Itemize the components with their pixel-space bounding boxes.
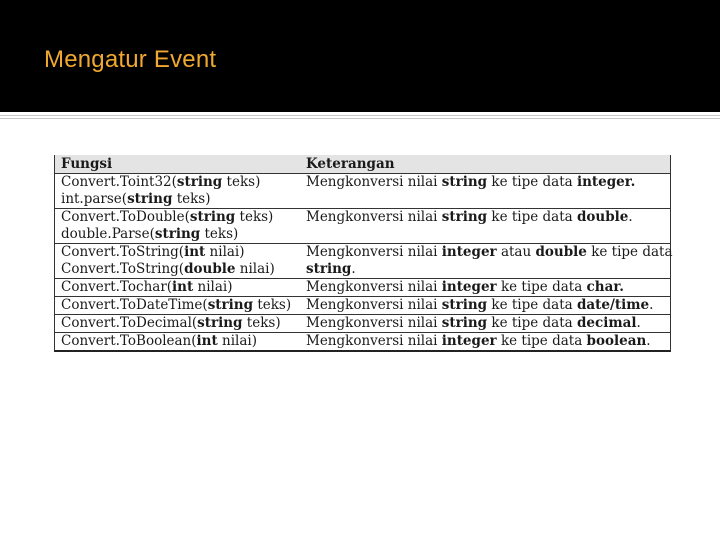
fungsi-line: Convert.Tochar(int nilai) xyxy=(61,279,233,295)
divider-line xyxy=(0,115,720,116)
header-keterangan: Keterangan xyxy=(306,156,395,172)
fungsi-cell xyxy=(55,297,300,314)
keterangan-line: Mengkonversi nilai integer ke tipe data boolean. xyxy=(306,333,651,349)
table-row xyxy=(55,314,670,332)
keterangan-cell xyxy=(300,315,670,332)
table-row xyxy=(55,296,670,314)
header-fungsi: Fungsi xyxy=(61,156,113,172)
keterangan-cell xyxy=(300,209,670,243)
keterangan-cell xyxy=(300,244,673,278)
table-row xyxy=(55,243,673,278)
divider-line xyxy=(0,118,720,119)
fungsi-line: Convert.ToBoolean(int nilai) xyxy=(61,333,257,349)
table-header-row xyxy=(55,155,670,173)
keterangan-line: Mengkonversi nilai string ke tipe data decimal. xyxy=(306,315,641,331)
keterangan-cell xyxy=(300,174,670,208)
fungsi-cell xyxy=(55,279,300,296)
keterangan-line: Mengkonversi nilai string ke tipe data double. xyxy=(306,209,633,225)
fungsi-cell xyxy=(55,315,300,332)
fungsi-cell xyxy=(55,174,300,208)
keterangan-line: Mengkonversi nilai string ke tipe data date/time. xyxy=(306,297,654,313)
slide-title: Mengatur Event xyxy=(44,46,217,73)
fungsi-line: Convert.ToString(double nilai) xyxy=(61,261,275,277)
conversion-table xyxy=(54,155,671,352)
keterangan-line: Mengkonversi nilai integer ke tipe data char. xyxy=(306,279,624,295)
keterangan-cell xyxy=(300,333,670,350)
fungsi-line: double.Parse(string teks) xyxy=(61,226,239,242)
fungsi-line: Convert.ToDouble(string teks) xyxy=(61,209,274,225)
fungsi-cell xyxy=(55,333,300,350)
keterangan-line: string. xyxy=(306,261,356,277)
table-row xyxy=(55,278,670,296)
fungsi-line: Convert.ToString(int nilai) xyxy=(61,244,245,260)
fungsi-line: Convert.ToDecimal(string teks) xyxy=(61,315,281,331)
fungsi-line: int.parse(string teks) xyxy=(61,191,211,207)
table-row xyxy=(55,332,670,350)
fungsi-cell xyxy=(55,244,300,278)
slide-header xyxy=(0,0,720,112)
table-row xyxy=(55,173,670,208)
fungsi-line: Convert.Toint32(string teks) xyxy=(61,174,261,190)
fungsi-line: Convert.ToDateTime(string teks) xyxy=(61,297,292,313)
keterangan-cell xyxy=(300,297,670,314)
keterangan-line: Mengkonversi nilai integer atau double ke tipe data xyxy=(306,244,673,260)
fungsi-cell xyxy=(55,209,300,243)
keterangan-line: Mengkonversi nilai string ke tipe data integer. xyxy=(306,174,636,190)
keterangan-cell xyxy=(300,279,670,296)
table-row xyxy=(55,208,670,243)
